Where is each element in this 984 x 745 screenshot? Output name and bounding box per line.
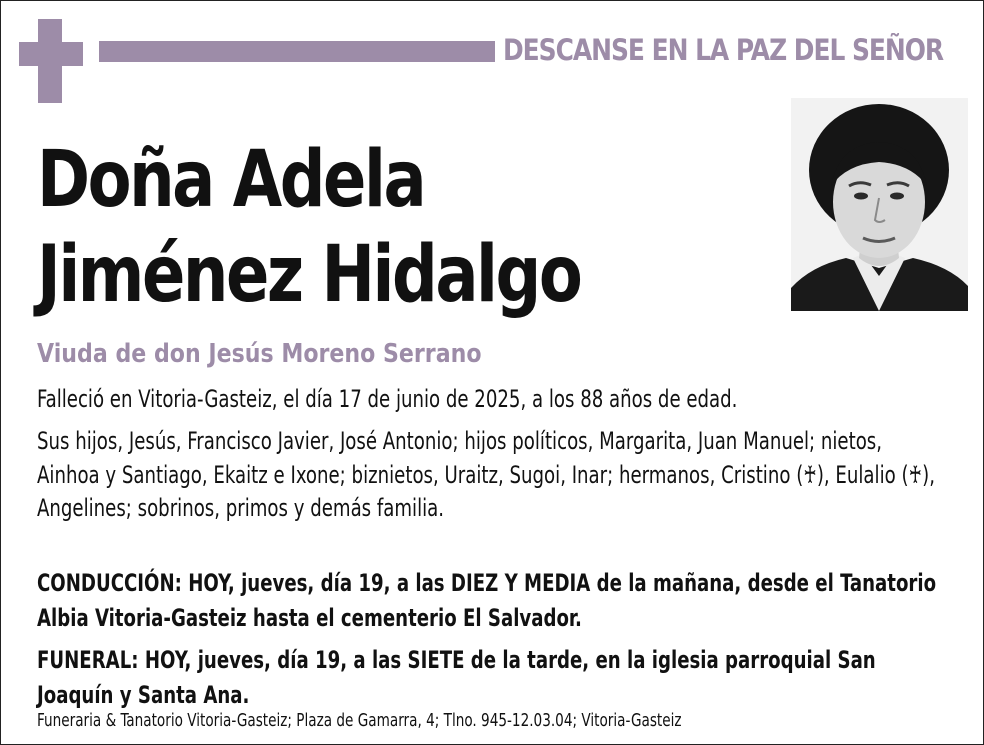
name-line-2: Jiménez Hidalgo [37, 230, 581, 320]
widow-of-line: Viuda de don Jesús Moreno Serrano [37, 339, 482, 369]
deceased-name [37, 133, 580, 323]
death-notice: Falleció en Vitoria-Gasteiz, el día 17 de junio de 2025, a los 88 años de edad. [37, 385, 738, 413]
portrait-photo [791, 98, 968, 311]
funeral-details: FUNERAL: HOY, jueves, día 19, a las SIETE de la tarde, en la iglesia parroquial San Joaquín y Santa Ana. [37, 646, 876, 709]
header-title: DESCANSE EN LA PAZ DEL SEÑOR [503, 33, 944, 67]
conduction-details: CONDUCCIÓN: HOY, jueves, día 19, a las DIEZ Y MEDIA de la mañana, desde el Tanatorio Albia Vitoria-Gasteiz hasta el cementerio El Salvador. [37, 569, 937, 632]
header-band [99, 41, 495, 62]
family-list: Sus hijos, Jesús, Francisco Javier, José Antonio; hijos políticos, Margarita, Juan Manuel; nietos, Ainhoa y Santiago, Ekaitz e Ixone; biznietos, Uraitz, Sugoi, Inar; hermanos, Cristino (♰), Eulalio (♰), Angelines; sobrinos, primos y demás familia. [37, 427, 935, 522]
funeral-home-footer: Funeraria & Tanatorio Vitoria-Gasteiz; Plaza de Gamarra, 4; Tlno. 945-12.03.04; Vitoria-Gasteiz [37, 710, 682, 731]
cross-icon [19, 19, 83, 103]
name-line-1: Doña Adela [37, 135, 425, 225]
